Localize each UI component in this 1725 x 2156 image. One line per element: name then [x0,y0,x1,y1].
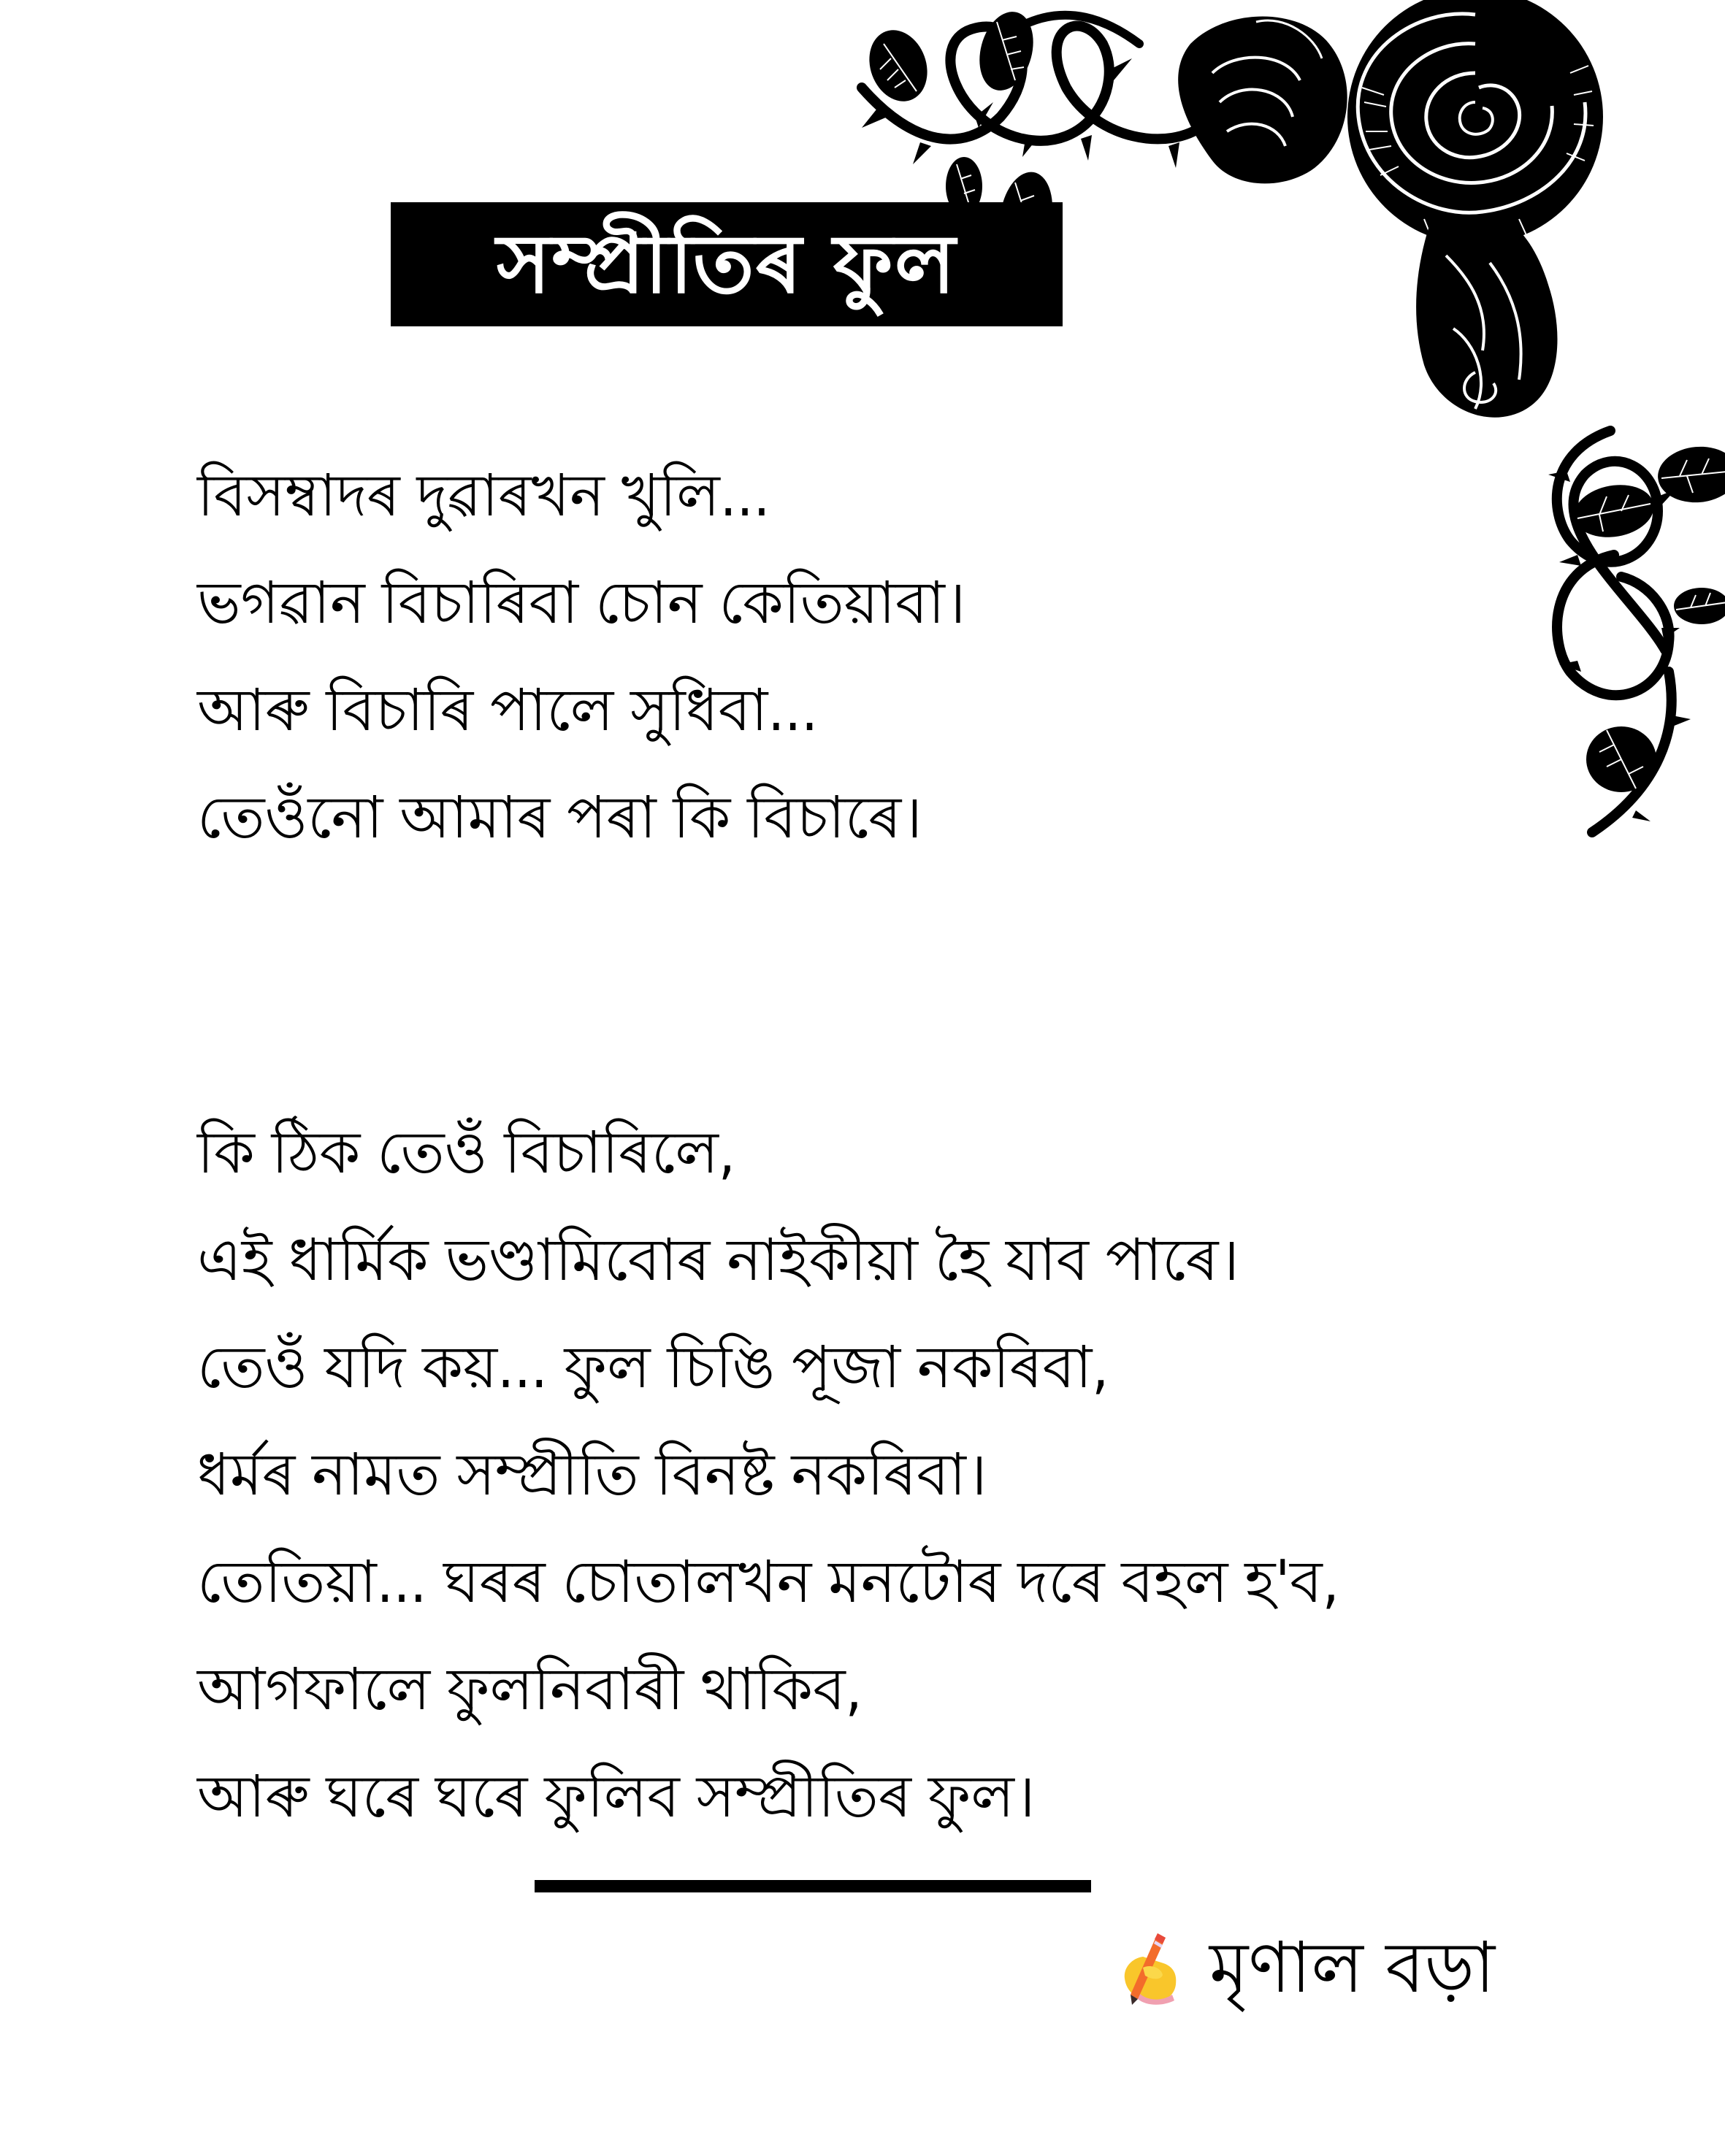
poem-line: ভগৱান বিচাৰিবা চোন কেতিয়াবা। [197,569,966,637]
poem-line: আগফালে ফুলনিবাৰী থাকিব, [197,1655,862,1723]
rose-vine-ornament-icon [847,0,1725,905]
poem-line: ধৰ্মৰ নামত সম্প্ৰীতি বিনষ্ট নকৰিবা। [197,1440,987,1508]
poem-line: তেতিয়া... ঘৰৰ চোতালখন মনটোৰ দৰে বহল হ'ব, [197,1548,1339,1616]
title-banner [391,202,1063,326]
poem-line: বিসম্বাদৰ দুৱাৰখন খুলি... [197,461,770,529]
poem-line: আৰু বিচাৰি পালে সুধিবা... [197,676,818,744]
stanza-1 [197,442,965,871]
divider-line [535,1880,1091,1892]
writing-hand-icon [1117,1927,1183,2008]
poem-line: এই ধাৰ্মিক ভণ্ডামিবোৰ নাইকীয়া হৈ যাব পাৰে। [197,1226,1239,1294]
author-name: মৃণাল বড়া [1209,1927,1496,2009]
signature [1117,1917,1495,2019]
poem-line: আৰু ঘৰে ঘৰে ফুলিব সম্প্ৰীতিৰ ফুল। [197,1762,1036,1830]
poem-line: তেওঁনো আমাৰ পৰা কি বিচাৰে। [197,783,922,851]
poem-line: তেওঁ যদি কয়... ফুল চিঙি পূজা নকৰিবা, [197,1333,1109,1401]
stanza-2 [197,1099,1339,1850]
poem-title: সম্প্ৰীতিৰ ফুল [496,217,957,312]
poem-line: কি ঠিক তেওঁ বিচাৰিলে, [197,1119,735,1186]
